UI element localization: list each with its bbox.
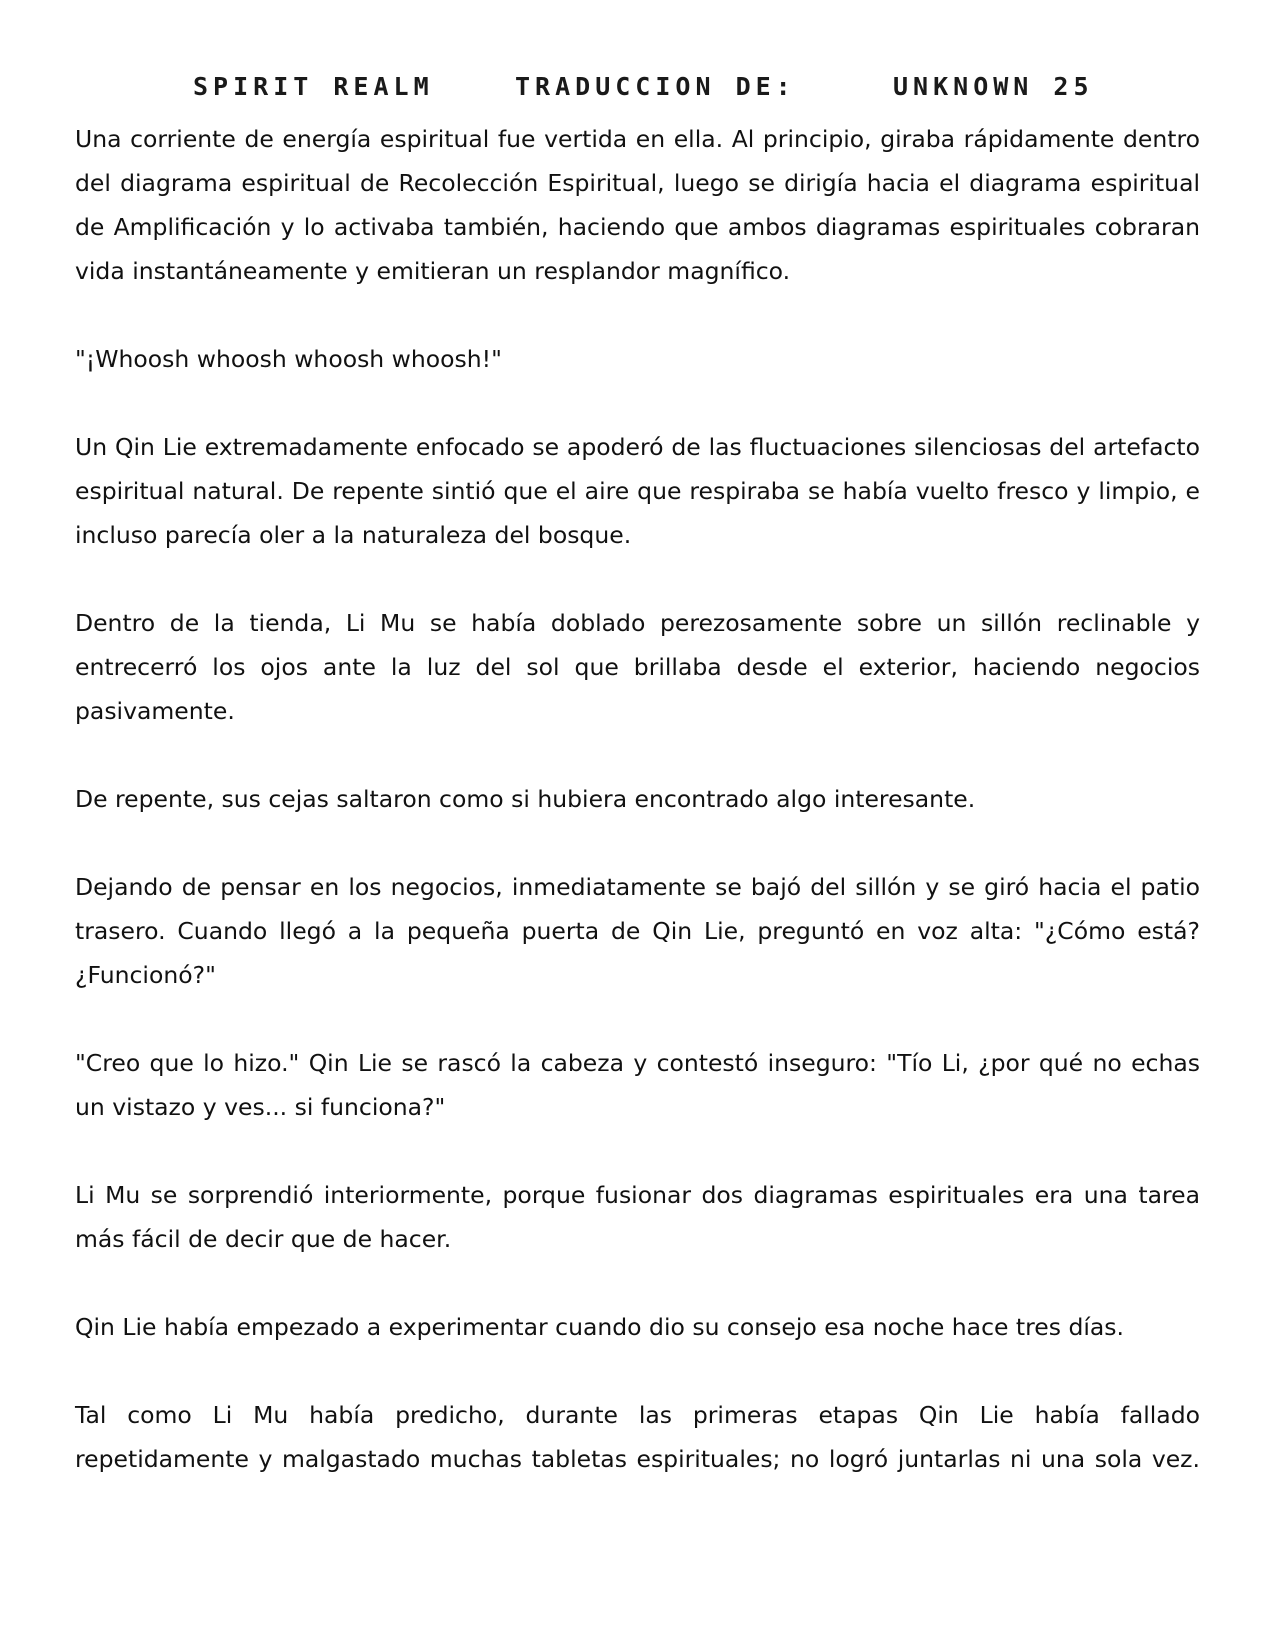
paragraph: Tal como Li Mu había predicho, durante las primeras etapas Qin Lie había fallado repetidamente y malgastado muchas tabletas espirituales; no logró juntarlas ni una sola vez.	[75, 1401, 1200, 1473]
paragraph: De repente, sus cejas saltaron como si hubiera encontrado algo interesante.	[75, 785, 976, 813]
paragraph: "Creo que lo hizo." Qin Lie se rascó la cabeza y contestó inseguro: "Tío Li, ¿por qué no echas un vistazo y ves... si funciona?"	[75, 1049, 1200, 1121]
header-translation-label: TRADUCCION DE:	[515, 72, 796, 101]
paragraph: Dentro de la tienda, Li Mu se había doblado perezosamente sobre un sillón reclinable y entrecerró los ojos ante la luz del sol que brillaba desde el exterior, haciendo negocios pasivamente.	[75, 609, 1200, 725]
paragraph: "¡Whoosh whoosh whoosh whoosh!"	[75, 345, 502, 373]
paragraph: Un Qin Lie extremadamente enfocado se apoderó de las fluctuaciones silenciosas del artefacto espiritual natural. De repente sintió que el aire que respiraba se había vuelto fresco y limpio, e incluso parecía oler a la naturaleza del bosque.	[75, 433, 1200, 549]
header-title: SPIRIT REALM	[193, 72, 434, 101]
paragraph: Dejando de pensar en los negocios, inmediatamente se bajó del sillón y se giró hacia el patio trasero. Cuando llegó a la pequeña puerta de Qin Lie, preguntó en voz alta: "¿Cómo está? ¿Funcionó?"	[75, 873, 1200, 989]
paragraph: Una corriente de energía espiritual fue vertida en ella. Al principio, giraba rápidamente dentro del diagrama espiritual de Recolección Espiritual, luego se dirigía hacia el diagrama espiritual de Amplificación y lo activaba también, haciendo que ambos diagramas espirituales cobraran vida instantáneamente y emitieran un resplandor magnífico.	[75, 125, 1200, 285]
header-translator: UNKNOWN 25	[893, 72, 1094, 101]
document-body	[75, 117, 1200, 1525]
paragraph: Qin Lie había empezado a experimentar cuando dio su consejo esa noche hace tres días.	[75, 1313, 1125, 1341]
page-header	[0, 72, 1275, 112]
paragraph: Li Mu se sorprendió interiormente, porque fusionar dos diagramas espirituales era una tarea más fácil de decir que de hacer.	[75, 1181, 1200, 1253]
